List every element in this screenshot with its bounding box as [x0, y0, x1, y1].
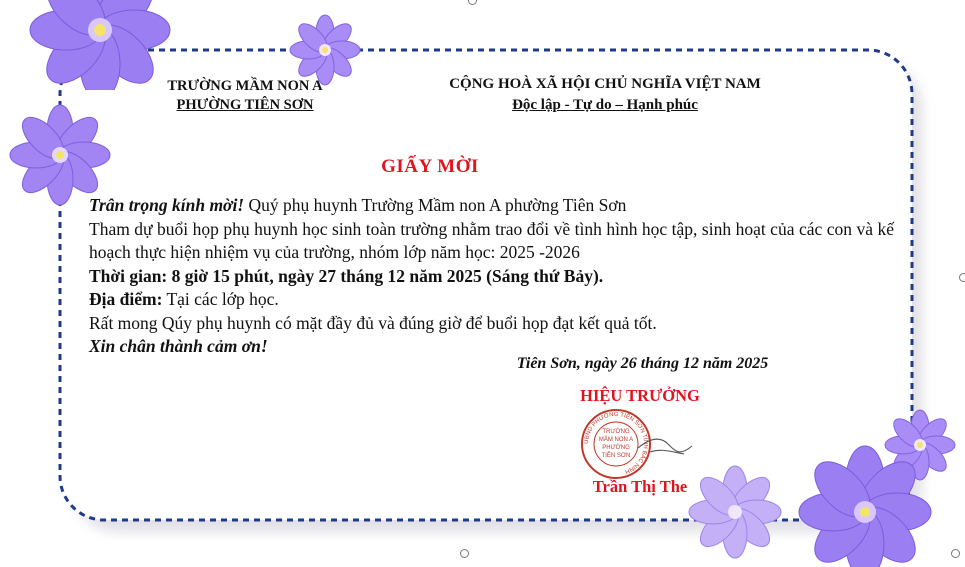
seal-center-line3: PHƯỜNG — [602, 445, 630, 451]
seal-center-line2: MẦM NON A — [598, 437, 634, 443]
document-title: GIẤY MỜI — [381, 156, 479, 177]
flower-icon-bottom-right-large — [765, 437, 965, 567]
location-line — [89, 288, 894, 312]
invitation-body — [89, 194, 894, 359]
place-date: Tiên Sơn, ngày 26 tháng 12 năm 2025 — [516, 355, 769, 372]
signer-position: HIỆU TRƯỞNG — [580, 386, 700, 405]
seal-center-line1: TRƯỜNG — [602, 429, 630, 435]
official-seal-icon — [580, 408, 710, 480]
seal-center-line4: TIÊN SƠN — [601, 453, 631, 459]
greeting-bold: Trân trọng kính mời! — [89, 195, 245, 215]
purpose-paragraph: Tham dự buổi họp phụ huynh học sinh toàn trường nhằm trao đổi về tình hình học tập, sinh hoạt của các con và kế hoạch thực hiện nhiệm vụ của trường, nhóm lớp năm học: 2025 -2026 — [89, 218, 894, 262]
school-ward: PHƯỜNG TIÊN SƠN — [176, 97, 314, 113]
seal-ring-text: UBND PHƯỜNG TIÊN SƠN TỈNH BẮC NINH — [583, 411, 649, 475]
signer-name: Trần Thị The — [592, 477, 688, 496]
national-title: CỘNG HOÀ XÃ HỘI CHỦ NGHĨA VIỆT NAM — [449, 76, 761, 92]
thanks-line: Xin chân thành cảm ơn! — [89, 336, 268, 356]
school-name: TRƯỜNG MẦM NON A — [167, 78, 323, 94]
greeting-line — [89, 194, 894, 218]
meeting-time: Thời gian: 8 giờ 15 phút, ngày 27 tháng 12 năm 2025 (Sáng thứ Bảy). — [89, 265, 604, 286]
location-value: Tại các lớp học. — [162, 289, 279, 309]
request-line: Rất mong Qúy phụ huynh có mặt đầy đủ và đúng giờ để buổi họp đạt kết quả tốt. — [89, 312, 657, 333]
greeting-recipient: Quý phụ huynh Trường Mầm non A phường Tiên Sơn — [244, 195, 627, 215]
national-motto: Độc lập - Tự do – Hạnh phúc — [512, 97, 698, 113]
location-label: Địa điểm: — [89, 289, 163, 309]
